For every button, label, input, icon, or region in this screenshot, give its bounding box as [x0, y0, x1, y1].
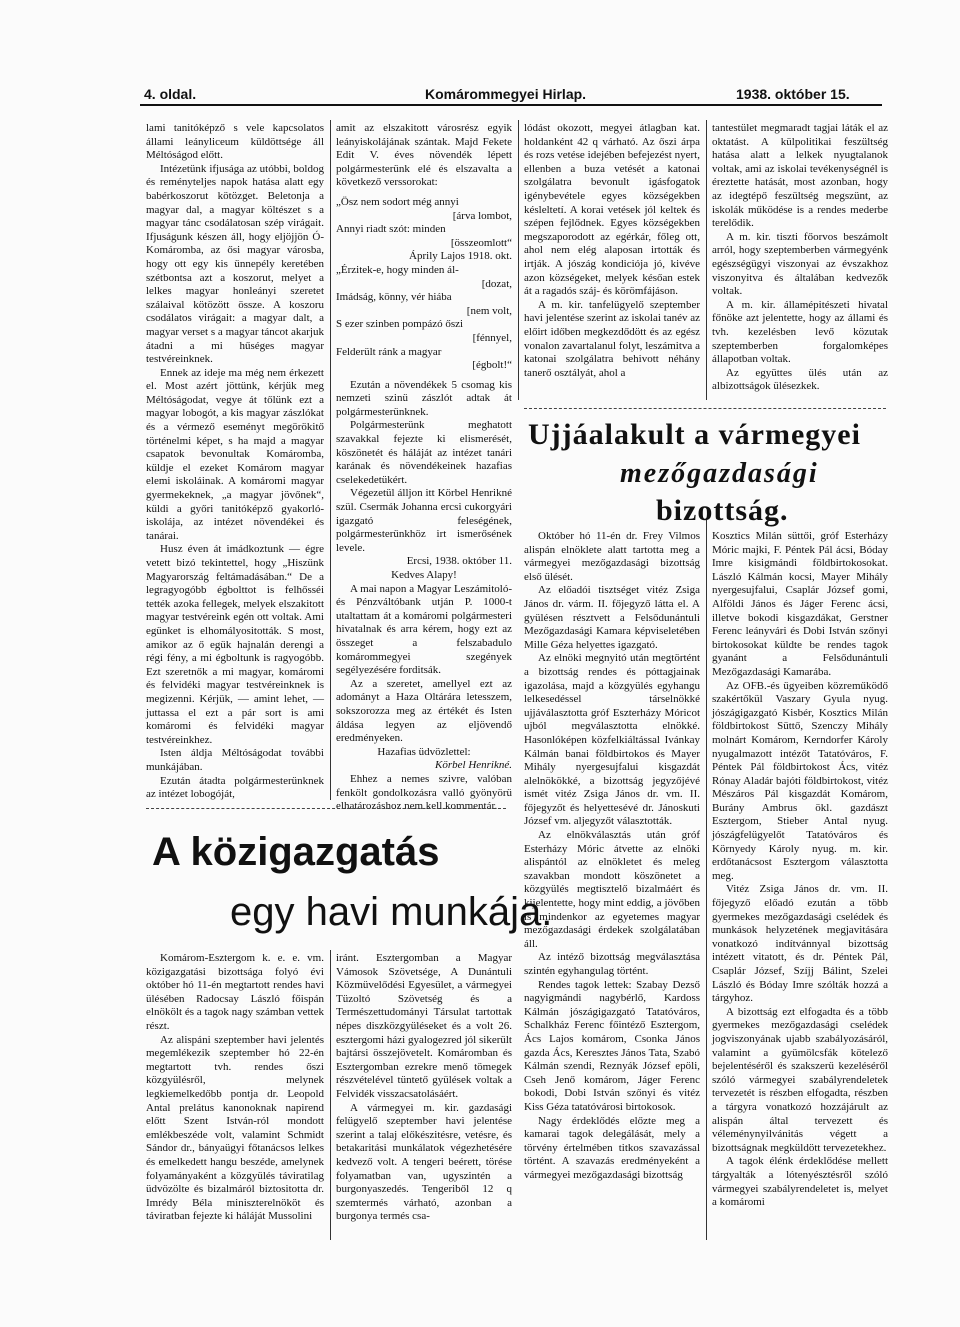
- article-column-4: [712, 122, 888, 404]
- paragraph: A vármegyei m. kir. gazdasági felügyelő szeptember havi jelentése szerint a talaj előkészitésre, vetésre, és betakaritási munkálatok végezhetésére kedvező volt. A tengeri beérett, törése folyamatban van, ugyszintén a burgonyaszedés. Tengeriből 12 q szemtermés várható, azonban a burgonya termés csa-: [336, 1101, 512, 1223]
- poem-line: [nem volt,: [466, 304, 512, 317]
- paragraph: amit az elszakitott városrész egyik leányiskolájának szántak. Majd Fekete Edit V. éves növendék lépett polgármesterünk elé és elszavalta a következő verssorokat:: [336, 122, 512, 189]
- page-header: [140, 84, 880, 106]
- article-column-bottom-3: [524, 530, 700, 1242]
- paragraph: Rendes tagok lettek: Szabay Dezső nagyigmándi nagybérlő, Kardoss Kálmán jószágigazgató Tatatóváros, Schalkház Ferenc főintéző Esztergom, Ács Lajos komárom, Csonka János gazda Ács, Keresztes János Tata, Szabó Kálmán szendi, Reznyák József epöli, Cseh Jenő komárom, Jáger Ferenc bokodi, Dobi István szőnyi és vitéz Kiss Géza tatatóvárosi birtokosok.: [524, 978, 700, 1113]
- headline-ujjaalakult-line2: mezőgazdasági: [620, 458, 819, 489]
- paragraph: A m. kir. tanfelügyelő szeptember havi jelentése szerint az iskolai tanév az előirt időben megkezdődött és az egész vonalon zavartalanul folyt, leszámitva a katonai szolgálatra behivott néhány tanerő osztályát, ahol a: [524, 298, 700, 379]
- article-column-bottom-2: [336, 952, 512, 1242]
- paragraph: Az elnökválasztás után gróf Esterházy Móric átvette az elnöki alispántól az elnökletet és meleg szavakban mondott köszönetet a közgyülés megtisztelő bizalmáért és kijelentette, hogy mint eddig, a jövőben is mindenkor az egyetemes magyar mezőgazdasági érdekek szolgálatában áll.: [524, 829, 700, 950]
- letter-date: Ercsi, 1938. október 11.: [406, 555, 512, 568]
- column-divider: [706, 120, 707, 400]
- paragraph: A bizottság ezt elfogadta és a több gyermekes mezőgazdasági cselédek jogviszonyának ujabb szabályozásáról, valamint a gyümölcsfák kötelező bejelentéséről és szakszerü kezeléséről szóló vármegyei szabályrendeletek tervezetét is részben elfogadta, részben a tárgyra vonatkozó hozzájárult az alispán által tervezett és véleménynyilvánitás végett a bizottságnak megküldött tervezetekhez.: [712, 1005, 888, 1154]
- paragraph: Isten áldja Méltóságodat további munkájában.: [146, 747, 324, 773]
- poem-line: [árva lombot,: [452, 209, 512, 222]
- paragraph: A tagok élénk érdeklődése mellett tárgyalták a lótenyésztésről szóló vármegyei szabályrendeletet is, melyet a komáromi: [712, 1155, 888, 1209]
- headline-ujjaalakult-line1: Ujjáalakult a vármegyei: [528, 418, 861, 451]
- paragraph: Az együttes ülés után az albizottságok ülésezkek.: [712, 366, 888, 393]
- paragraph: Ezután átadta polgármesterünknek az intézet lobogóját,: [146, 774, 324, 801]
- paragraph: Az elnöki megnyitó után megtörtént a bizottság rendes és póttagjainak igazolása, majd a közgyülés egyhangu lelkesedéssel társelnökké ujjáválasztotta gróf Eszterházy Móricot ujból megválasztotta elnökké. Hasonlóképen közfelkiáltással Ivánkay Kálmán banai földbirtokos és Mayer Mihály nyergesujfalui kisgazdát alelnökökké, a bizottság jegyzőjévé ismét vitéz Zsiga János dr. vm. II. főjegyzőt és helyettesévé dr. Jánoskuti József vm. aljegyzőt választották.: [524, 652, 700, 828]
- paragraph: Az OFB.-és ügyeiben közreműködő szakértőkül Vaszary Gyula nyug. jószágigazgató Kisbér, Kosztics Milán földbirtokost Süttő, Szenczy Mihály molnárt Komárom, Kerndorfer Károly nyugalmazott intézőt Tatatóváros, F. Péntek Pál földbirtokost Ács, vitéz Rónay Aladár bajóti földbirtokost, vitéz Mészáros Pál kisgazdát Komárom, Burány Ambrus ökl. gazdászt Esztergom, Stieber Antal nyug. jószágfelügyelőt Tatatóváros és Környedy Károly nyug. m. kir. erdőtanácsost Esztergom választotta meg.: [712, 679, 888, 882]
- paragraph: Nagy érdeklődés előzte meg a kamarai tagok delegálását, mely a törvény értelmében titkos szavazással történt. A szavazás eredményeként a vármegyei mezőgazdasági bizottság: [524, 1114, 700, 1181]
- column-divider: [330, 120, 331, 800]
- headline-kozigazgatas-line2: egy havi munkája.: [230, 890, 553, 934]
- newspaper-title: Komárommegyei Hirlap.: [425, 86, 587, 102]
- paragraph: Intézetünk ifjusága az utóbbi, boldog és reményteljes napok hatása alatt egy babérkoszorut kötözget. Beletonja a magyar dal, a magyar költészet s a magyar tánc csodálatosan szép virágait. Ifjuságunk készen áll, hogy eljöjjön Ó-Komáromba, az ősi magyar városba, hogy ott egy kis ünnepély keretében szétbontsa azt a koszorut, melyet a lelkes magyar honleányi szeretet szálaival kötözött össze. A koszoru csodálatos virágait: a magyar dalt, a magyar verset s a magyar táncot akarjuk átadni a mi hűséges magyar testvéreinknek.: [146, 162, 324, 366]
- headline-kozigazgatas-line1: A közigazgatás: [152, 830, 440, 874]
- article-column-bottom-1: [146, 952, 324, 1242]
- header-rule: [140, 104, 882, 106]
- paragraph: lami tanitóképző s vele kapcsolatos állami leányliceum küldöttsége áll Méltóságod előtt.: [146, 122, 324, 162]
- section-separator: [524, 404, 886, 409]
- page-number: 4. oldal.: [144, 86, 197, 102]
- poem-line: [dozat,: [481, 277, 512, 290]
- poem-line: [összeomlott“: [450, 236, 512, 249]
- poem-line: „Ösz nem sodort még annyi: [336, 195, 459, 208]
- poem-line: „Érzitek-e, hogy minden ál-: [336, 263, 459, 276]
- poem-line: Imádság, könny, vér hiába: [336, 291, 452, 304]
- poem-line: [fénnyel,: [472, 331, 512, 344]
- paragraph: A m. kir. tiszti főorvos beszámolt arról, hogy szeptemberben vármegyénk egészségügyi viszonyai az évszakhoz viszonyitva és általában kedvezők voltak.: [712, 230, 888, 298]
- paragraph: Az a szeretet, amellyel ezt az adományt a Haza Oltárára letesszem, sokszorozza meg az értékét és Isten áldása legyen az eljövendő eredményeken.: [336, 677, 512, 745]
- paragraph: Kosztics Milán süttői, gróf Esterházy Móric majki, F. Péntek Pál ácsi, Bóday Imre kisigmándi földbirtokosokat. László Kálmán kocsi, Mayer Mihály nyergesujfalui, Csaplár József gomi, Alföldi János és Jáger Ferenc ácsi, illetve bokodi kisgazdákat, Gerstner Ferenc leányvári és Dobi István szőnyi birtokosokat küldte be rendes tagok gyanánt a Felsődunántuli Mezőgazdasági Kamarába.: [712, 530, 888, 678]
- paragraph: Polgármesterünk meghatott szavakkal fejezte ki elismerését, köszönetét és háláját az intézet tanári karának és növendékeinek hazafias cselekedetükért.: [336, 419, 512, 486]
- article-column-2: [336, 122, 512, 813]
- paragraph: Október hó 11-én dr. Frey Vilmos alispán elnöklete alatt tartotta meg a vármegyei mezőgazdasági bizottság első ülését.: [524, 530, 700, 583]
- poem-line: Felderült ránk a magyar: [336, 345, 442, 358]
- paragraph: A mai napon a Magyar Leszámitoló- és Pénzváltóbank utján P. 1000-t utaltattam át a komáromi polgármesteri hivatalnak és arra kérem, hogy ezt az összeget a felszabadulo komárommegyei szegények segélyezésére forditsák.: [336, 582, 512, 677]
- paragraph: tantestület megmaradt tagjai láták el az oktatást. A külpolitikai feszültség hatása alatt a lelkek nyugtalanok voltak, ami az iskolai tevékenységnél is éreztette hatását, most azonban, hogy az idegtépő feszültség megszünt, az iskolák működése is a rendes mederbe terelődik.: [712, 122, 888, 230]
- article-column-bottom-4: [712, 530, 888, 1242]
- paragraph: Ehhez a nemes szivre, valóban fenkölt gondolkozásra valló gyönyörü elhatározáshoz nem kell kommentár.: [336, 772, 512, 813]
- paragraph: Ennek az ideje ma még nem érkezett el. Most azért jöttünk, kérjük meg Méltóságodat, vegye át tőlünk ezt a magyar lobogót, a kis magyar zászlókat és a vérmező eseményt megörökitő történelmi képet, s ha majd a magyar csapatok bevonultak Komáromba, küldje el ezeket Komárom magyar elemi iskoláinak. A komáromi magyar gyermekeknek, „a magyar jövőnek“, küldi a győri tanitóképző gyakorló-iskolája, az intézet növendékei és tanárai.: [146, 366, 324, 542]
- poem: [336, 196, 512, 373]
- letter-closing: Hazafias üdvözlettel:: [377, 745, 471, 758]
- headline-ujjaalakult-line3: bizottság.: [656, 494, 789, 527]
- column-divider: [706, 520, 707, 1240]
- paragraph: Vitéz Zsiga János dr. vm. II. főjegyző előadó ezután a több gyermekes mezőgazdasági cselédek és munkások helyzetének megjavitására vonatkozó indítvánnyal bizottság intézett vitatott, és dr. Péntek Pál, Csaplár József, Szíjj Bálint, Szelei László és Bóday Imre szólták hozzá a tárgyhoz.: [712, 883, 888, 1005]
- article-column-3: [524, 122, 700, 404]
- paragraph: Az előadói tisztséget vitéz Zsiga János dr. várm. II. főjegyző látta el. A gyülésen résztvett a Felsődunántuli Mezőgazdasági Kamara képviseletében Mille Géza helyettes igazgató.: [524, 584, 700, 651]
- letter-salutation: Kedves Alapy!: [391, 569, 457, 581]
- paragraph: iránt. Esztergomban a Magyar Vámosok Szövetsége, A Dunántuli Közmüvelődési Egyesület, a vármegyei Tüzoltó Szövetség és a Természettudományi Társulat tartottak népes diszközgyüléseket és a volt 26. esztergomi házi gyalogezred jól sikerült bajtársi összejövetelt. Komáromban és Esztergomban ezrekre menő tömegek részvételével tüntető gyülések voltak a Felvidék visszacsatolásáért.: [336, 952, 512, 1100]
- paragraph: Az alispáni szeptember havi jelentés megemlékezik szeptember hó 22-én megtartott tvh. rendes őszi közgyülésről, melynek legkiemelkedőbb pontja dr. Leopold Antal prelátus kanonoknak napirend előtt Szent István-ról mondott emlékbeszéde volt, valamint Schmidt Sándor dr., bányaügyi főtanácsos lelkes és emelkedett hangu beszéde, amelynek folyamányaként a közgyülés táviratilag üdvözölte és bizalmáról biztositotta dr. Imrédy Béla miniszterelnököt és táviratban fejezte ki háláját Mussolini: [146, 1033, 324, 1223]
- poem-line: S ezer szinben pompázó őszi: [336, 318, 464, 331]
- letter-signature: Körbel Henrikné.: [435, 759, 512, 772]
- paragraph: Az intéző bizottság megválasztása szintén egyhangulag történt.: [524, 951, 700, 977]
- poem-line: Annyi riadt szót: minden: [336, 223, 446, 236]
- paragraph: A m. kir. államépitészeti hivatal főnöke azt jelentette, hogy az állami és tvh. kezelésben levő közutak szeptemberben forgalomképes állapotban voltak.: [712, 298, 888, 366]
- section-separator: [146, 804, 506, 809]
- paragraph: Végezetül álljon itt Körbel Henrikné szül. Csermák Johanna ercsi cukorgyári igazgató feleségének, polgármesterünkhöz irt ismerősének levele.: [336, 487, 512, 554]
- column-divider: [518, 120, 519, 400]
- paragraph: lódást okozott, megyei átlagban kat. holdanként 42 q várható. Az őszi árpa és rozs vetése idejében befejezést nyert, ellenben a buza vetését a katonai szolgálatra bevonult igásfogatok igénybevétele egyes községekben késleltetí. A korai vetések jól keltek és szépen fejlődnek. Egyes községekben megszaporodott az egérkár, főleg ott, ahol nem elég alaposan irtották és irtják. A jószág kondiciója jó, kivéve azon községeket, melyek későan estek át a ragadós száj- és körömfájáson.: [524, 122, 700, 298]
- issue-date: 1938. október 15.: [736, 86, 850, 102]
- poem-author: Áprily Lajos 1918. okt.: [409, 250, 512, 263]
- paragraph: Ezután a növendékek 5 csomag kis nemzeti szinü zászlót adtak át polgármesterünknek.: [336, 378, 512, 418]
- paragraph: Husz éven át imádkoztunk — égre vetett bizó tekintettel, hogy „Hiszünk Magyarország feltámadásában.“ De a legragyogóbb égbolttot is felhősséi tették azoka fellegek, melyek elszakitott magyar testvéreink egén ott voltak. Ami egünket is elhomályositották. S most, amikor az ő egük hajnalán derengi a régi fény, a mi égboltunk is ragyogóbb. Ezt szeretnők a mi magyar, komáromi és felvidéki magyar testvéreinknek is megizenni. Kérjük, — amint lehet, — juttassa el ezt a pár sort is ami komáromi és felvidéki magyar testvéreinkhez.: [146, 543, 324, 746]
- paragraph: Komárom-Esztergom k. e. e. vm. közigazgatási bizottsága folyó évi október hó 11-én megtartott rendes havi ülésében Radocsay László főispán elnökölt és a tagok nagy számban vettek részt.: [146, 952, 324, 1032]
- column-divider: [330, 950, 331, 1240]
- poem-line: [égbolt!“: [472, 359, 512, 372]
- article-column-1: [146, 122, 324, 802]
